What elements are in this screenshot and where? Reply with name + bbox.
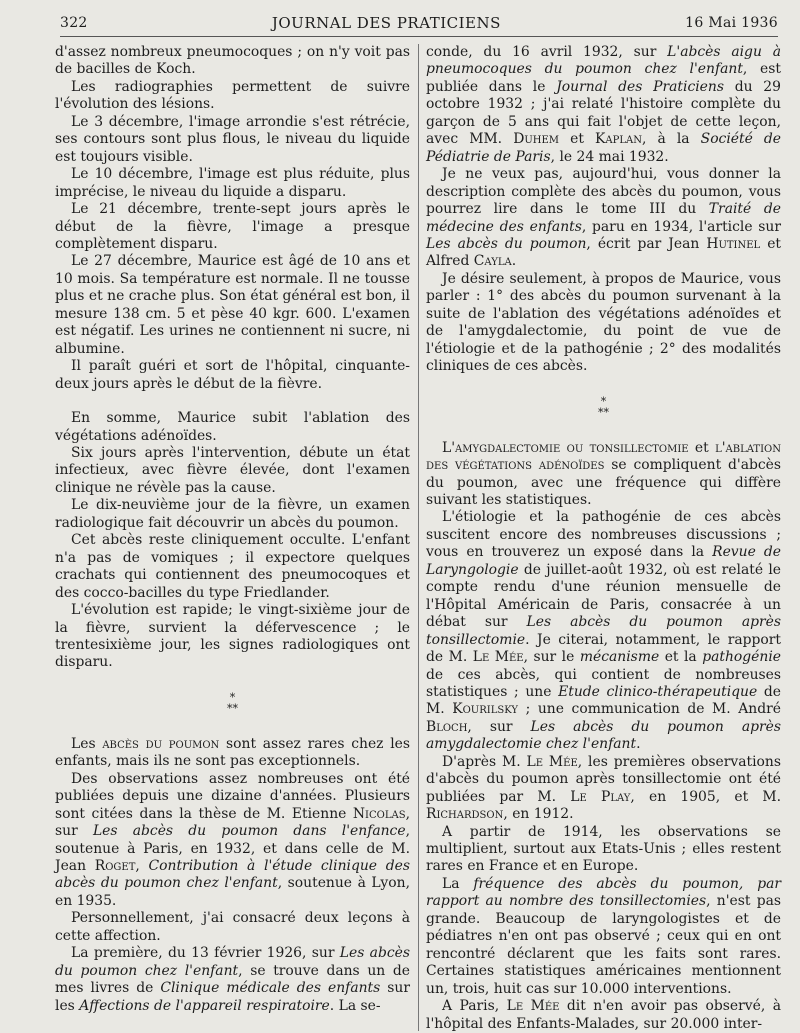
separator-stars-bottom: **	[598, 405, 609, 419]
paragraph: Personnellement, j'ai consacré deux leçons à cette affection.	[55, 910, 410, 944]
section-separator	[426, 396, 781, 418]
paragraph: Le 10 décembre, l'image est plus réduite, plus imprécise, le niveau du liquide a disparu.	[55, 166, 410, 200]
paragraph: L'évolution est rapide; le vingt-sixième jour de la fièvre, survient la défervescence ; le trentesixième jour, les signes radiologiques ont disparu.	[55, 602, 410, 671]
paragraph: Le 3 décembre, l'image arrondie s'est rétrécie, ses contours sont plus flous, le niveau du liquide est toujours visible.	[55, 113, 410, 165]
right-column	[426, 44, 781, 1031]
paragraph: Les radiographies permettent de suivre l'évolution des lésions.	[55, 78, 410, 113]
paragraph: L'amygdalectomie ou tonsillectomie et l'ablation des végétations adénoïdes se compliquent d'abcès du poumon, avec une fréquence qui diffère suivant les statistiques.	[426, 439, 781, 508]
paragraph: Six jours après l'intervention, débute un état infectieux, avec fièvre élevée, dont l'examen clinique ne révèle pas la cause.	[55, 444, 410, 496]
separator-stars-bottom: **	[227, 701, 238, 715]
paragraph: En somme, Maurice subit l'ablation des végétations adénoïdes.	[55, 410, 410, 444]
paragraph: conde, du 16 avril 1932, sur L'abcès aigu à pneumocoques du poumon chez l'enfant, est publiée dans le Journal des Praticiens du 29 octobre 1932 ; j'ai relaté l'histoire complète du garçon de 5 ans qui fait l'objet de cette leçon, avec MM. Duhem et Kaplan, à la Société de Pédiatrie de Paris, le 24 mai 1932.	[426, 44, 782, 165]
paragraph: Des observations assez nombreuses ont été publiées depuis une dizaine d'années. Plusieurs sont citées dans la thèse de M. Etienne Nicolas, sur Les abcès du poumon dans l'enfance, soutenue à Paris, en 1932, et dans celle de M. Jean Roget, Contribution à l'étude clinique des abcès du poumon chez l'enfant, soutenue à Lyon, en 1935.	[55, 770, 410, 909]
paragraph: A Paris, Le Mée dit n'en avoir pas observé, à l'hôpital des Enfants-Malades, sur 20.000 inter-	[426, 998, 781, 1032]
journal-title: JOURNAL DES PRATICIENS	[271, 14, 501, 32]
section-separator	[55, 692, 410, 714]
page-number: 322	[60, 15, 88, 31]
column-rule	[418, 44, 419, 1031]
running-header	[60, 10, 778, 37]
paragraph: Il paraît guéri et sort de l'hôpital, cinquante-deux jours après le début de la fièvre.	[55, 358, 410, 392]
paragraph: D'après M. Le Mée, les premières observations d'abcès du poumon après tonsillectomie ont été publiées par M. Le Play, en 1905, et M. Richardson, en 1912.	[426, 753, 781, 823]
paragraph: Cet abcès reste cliniquement occulte. L'enfant n'a pas de vomiques ; il expectore quelques crachats qui contiennent des pneumocoques et des cocco-bacilles du type Friedlander.	[55, 532, 410, 601]
paragraph: Les abcès du poumon sont assez rares chez les enfants, mais ils ne sont pas exceptionnels.	[55, 735, 410, 770]
separator-star-top: *	[600, 394, 607, 408]
paragraph: Le 21 décembre, trente-sept jours après le début de la fièvre, l'image a presque complètement disparu.	[55, 201, 410, 252]
paragraph: L'étiologie et la pathogénie de ces abcès suscitent encore des nombreuses discussions ; vous en trouverez un exposé dans la Revue de Laryngologie de juillet-août 1932, où est relaté le compte rendu d'une réunion mensuelle de l'Hôpital Américain de Paris, consacrée à un débat sur Les abcès du poumon après tonsillectomie. Je citerai, notamment, le rapport de M. Le Mée, sur le mécanisme et la pathogénie de ces abcès, qui contient de nombreuses statistiques ; une Etude clinico-thérapeutique de M. Kourilsky ; une communication de M. André Bloch, sur Les abcès du poumon après amygdalectomie chez l'enfant.	[426, 509, 782, 753]
paragraph: d'assez nombreux pneumocoques ; on n'y voit pas de bacilles de Koch.	[55, 44, 410, 78]
paragraph: Le 27 décembre, Maurice est âgé de 10 ans et 10 mois. Sa température est normale. Il ne tousse plus et ne crache plus. Son état général est bon, il mesure 138 cm. 5 et pèse 40 kgr. 600. L'examen est négatif. Les urines ne contiennent ni sucre, ni albumine.	[55, 253, 410, 357]
paragraph: Je désire seulement, à propos de Maurice, vous parler : 1° des abcès du poumon survenant à la suite de l'ablation des végétations adénoïdes et de l'amygdalectomie, du point de vue de l'étiologie et de la pathogénie ; 2° des modalités cliniques de ces abcès.	[426, 270, 781, 375]
left-column	[55, 44, 410, 1031]
paragraph: La fréquence des abcès du poumon, par rapport au nombre des tonsillectomies, n'est pas grande. Beaucoup de laryngologistes et de pédiatres n'en ont pas observé ; ceux qui en ont rencontré déclarent que les faits sont rares. Certaines statistiques américaines mentionnent un, trois, huit cas sur 10.000 interventions.	[426, 875, 782, 997]
paragraph: Je ne veux pas, aujourd'hui, vous donner la description complète des abcès du poumon, vous pourrez lire dans le tome III du Traité de médecine des enfants, paru en 1934, l'article sur Les abcès du poumon, écrit par Jean Hutinel et Alfred Cayla.	[426, 166, 781, 270]
separator-star-top: *	[229, 690, 236, 704]
paragraph: A partir de 1914, les observations se multiplient, surtout aux Etats-Unis ; elles restent rares en France et en Europe.	[426, 823, 781, 875]
paragraph: La première, du 13 février 1926, sur Les abcès du poumon chez l'enfant, se trouve dans un de mes livres de Clinique médicale des enfants sur les Affections de l'appareil respiratoire. La se-	[55, 945, 410, 1014]
issue-date: 16 Mai 1936	[685, 15, 778, 31]
paragraph: Le dix-neuvième jour de la fièvre, un examen radiologique fait découvrir un abcès du poumon.	[55, 497, 410, 531]
